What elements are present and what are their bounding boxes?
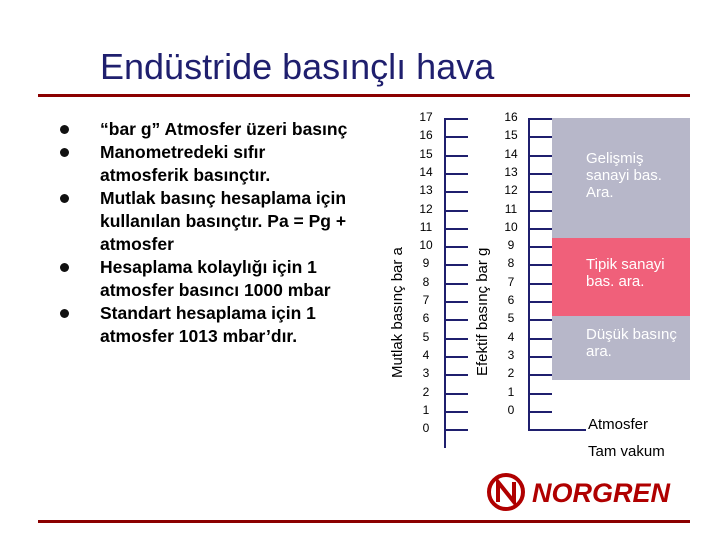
- logo-wordmark: NORGREN: [532, 478, 671, 508]
- gauge-scale-tick-label: 15: [504, 128, 518, 143]
- absolute-ruler-tick: [444, 411, 468, 413]
- gauge-ruler-tick: [528, 191, 552, 193]
- absolute-scale-tick-label: 4: [422, 347, 430, 362]
- absolute-ruler-tick: [444, 356, 468, 358]
- gauge-scale-tick-label: 8: [507, 256, 515, 271]
- gauge-ruler-tick: [528, 411, 552, 413]
- absolute-ruler-tick: [444, 118, 468, 120]
- gauge-scale-tick-label: 7: [507, 274, 515, 289]
- bullet-item: Standart hesaplama için 1 atmosfer 1013 mbar’dır.: [58, 302, 358, 348]
- gauge-scale-tick-label: 6: [507, 293, 515, 307]
- norgren-ring-logo-icon: [489, 475, 523, 509]
- bullet-item: Mutlak basınç hesaplama için kullanılan basınçtır. Pa = Pg + atmosfer: [58, 187, 358, 256]
- gauge-scale-tick-label: 4: [507, 329, 515, 344]
- absolute-ruler-tick: [444, 210, 468, 212]
- norgren-logo: [486, 472, 696, 512]
- absolute-ruler-tick: [444, 228, 468, 230]
- gauge-scale-tick-label: 9: [507, 238, 515, 253]
- gauge-scale-tick-label: 3: [507, 347, 515, 362]
- gauge-scale-label: Efektif basınç bar g: [474, 247, 491, 376]
- gauge-scale-tick-label: 12: [504, 183, 518, 198]
- page-title: Endüstride basınçlı hava: [100, 46, 495, 87]
- gauge-ruler-tick: [528, 246, 552, 248]
- bullet-item: “bar g” Atmosfer üzeri basınç: [58, 118, 358, 141]
- gauge-ruler-tick: [528, 393, 552, 395]
- gauge-scale-tick-label: 16: [504, 110, 518, 124]
- gauge-scale-tick-label: 0: [507, 402, 515, 417]
- gauge-ruler-tick: [528, 136, 552, 138]
- absolute-ruler-tick: [444, 191, 468, 193]
- gauge-ruler-tick: [528, 301, 552, 303]
- absolute-ruler-tick: [444, 246, 468, 248]
- absolute-scale-tick-label: 10: [419, 238, 433, 253]
- absolute-scale-tick-label: 1: [422, 402, 430, 417]
- absolute-scale-tick-label: 8: [422, 274, 430, 289]
- bullet-list: [58, 118, 358, 348]
- gauge-scale-tick-label: 11: [504, 201, 518, 216]
- absolute-scale-tick-label: 13: [419, 183, 433, 198]
- typical-range-label: Tipik sanayi bas. ara.: [586, 256, 665, 290]
- absolute-scale-tick-label: 3: [422, 366, 430, 381]
- vacuum-label: Tam vakum: [588, 443, 665, 460]
- gauge-ruler-tick: [528, 356, 552, 358]
- gauge-ruler-tick: [528, 264, 552, 266]
- gauge-ruler-tick: [528, 338, 552, 340]
- gauge-ruler-tick: [528, 210, 552, 212]
- gauge-ruler-tick: [528, 374, 552, 376]
- absolute-scale-tick-label: 9: [422, 256, 430, 271]
- bullet-item: Manometredeki sıfır atmosferik basınçtır.: [58, 141, 358, 187]
- absolute-ruler-tick: [444, 173, 468, 175]
- absolute-scale-tick-label: 7: [422, 293, 430, 307]
- gauge-ruler-tick: [528, 118, 552, 120]
- absolute-ruler-tick: [444, 264, 468, 266]
- title-divider: [38, 94, 690, 97]
- absolute-ruler-tick: [444, 301, 468, 303]
- atmosphere-label: Atmosfer: [588, 416, 649, 433]
- low-range-label: Düşük basınç ara.: [586, 326, 677, 360]
- absolute-ruler-tick: [444, 393, 468, 395]
- absolute-ruler-tick: [444, 283, 468, 285]
- bullet-dot-icon: [60, 148, 69, 157]
- gauge-ruler-spine: [528, 118, 530, 430]
- bullet-item: Hesaplama kolaylığı için 1 atmosfer basıncı 1000 mbar: [58, 256, 358, 302]
- footer-divider: [38, 520, 690, 523]
- absolute-scale-tick-label: 14: [419, 164, 433, 179]
- absolute-scale-tick-label: 5: [422, 329, 430, 344]
- absolute-ruler-tick: [444, 155, 468, 157]
- absolute-scale-tick-label: 11: [419, 219, 433, 234]
- absolute-ruler-tick: [444, 319, 468, 321]
- gauge-scale-tick-label: 14: [504, 146, 518, 161]
- industrial-range-label: Gelişmiş sanayi bas. Ara.: [586, 150, 662, 201]
- gauge-scale-tick-label: 10: [504, 219, 518, 234]
- absolute-scale-label: Mutlak basınç bar a: [389, 247, 406, 378]
- bullet-dot-icon: [60, 194, 69, 203]
- gauge-ruler-tick: [528, 319, 552, 321]
- atmosphere-baseline: [528, 429, 586, 431]
- gauge-ruler-tick: [528, 173, 552, 175]
- gauge-scale-tick-label: 5: [507, 311, 515, 326]
- absolute-scale-tick-label: 12: [419, 201, 433, 216]
- bullet-dot-icon: [60, 263, 69, 272]
- absolute-scale-tick-label: 17: [419, 110, 433, 124]
- absolute-scale-tick-label: 0: [422, 421, 430, 436]
- absolute-scale-tick-label: 6: [422, 311, 430, 326]
- gauge-ruler-tick: [528, 155, 552, 157]
- bullet-dot-icon: [60, 125, 69, 134]
- gauge-ruler-tick: [528, 228, 552, 230]
- absolute-ruler-tick: [444, 374, 468, 376]
- absolute-ruler-tick: [444, 136, 468, 138]
- gauge-scale-tick-label: 13: [504, 164, 518, 179]
- gauge-ruler-tick: [528, 283, 552, 285]
- gauge-scale-tick-label: 2: [507, 366, 515, 381]
- absolute-scale-tick-label: 2: [422, 384, 430, 399]
- absolute-scale-tick-label: 16: [419, 128, 433, 143]
- bullet-dot-icon: [60, 309, 69, 318]
- absolute-ruler-tick: [444, 429, 468, 431]
- absolute-ruler-tick: [444, 338, 468, 340]
- gauge-scale-tick-label: 1: [507, 384, 515, 399]
- absolute-scale-tick-label: 15: [419, 146, 433, 161]
